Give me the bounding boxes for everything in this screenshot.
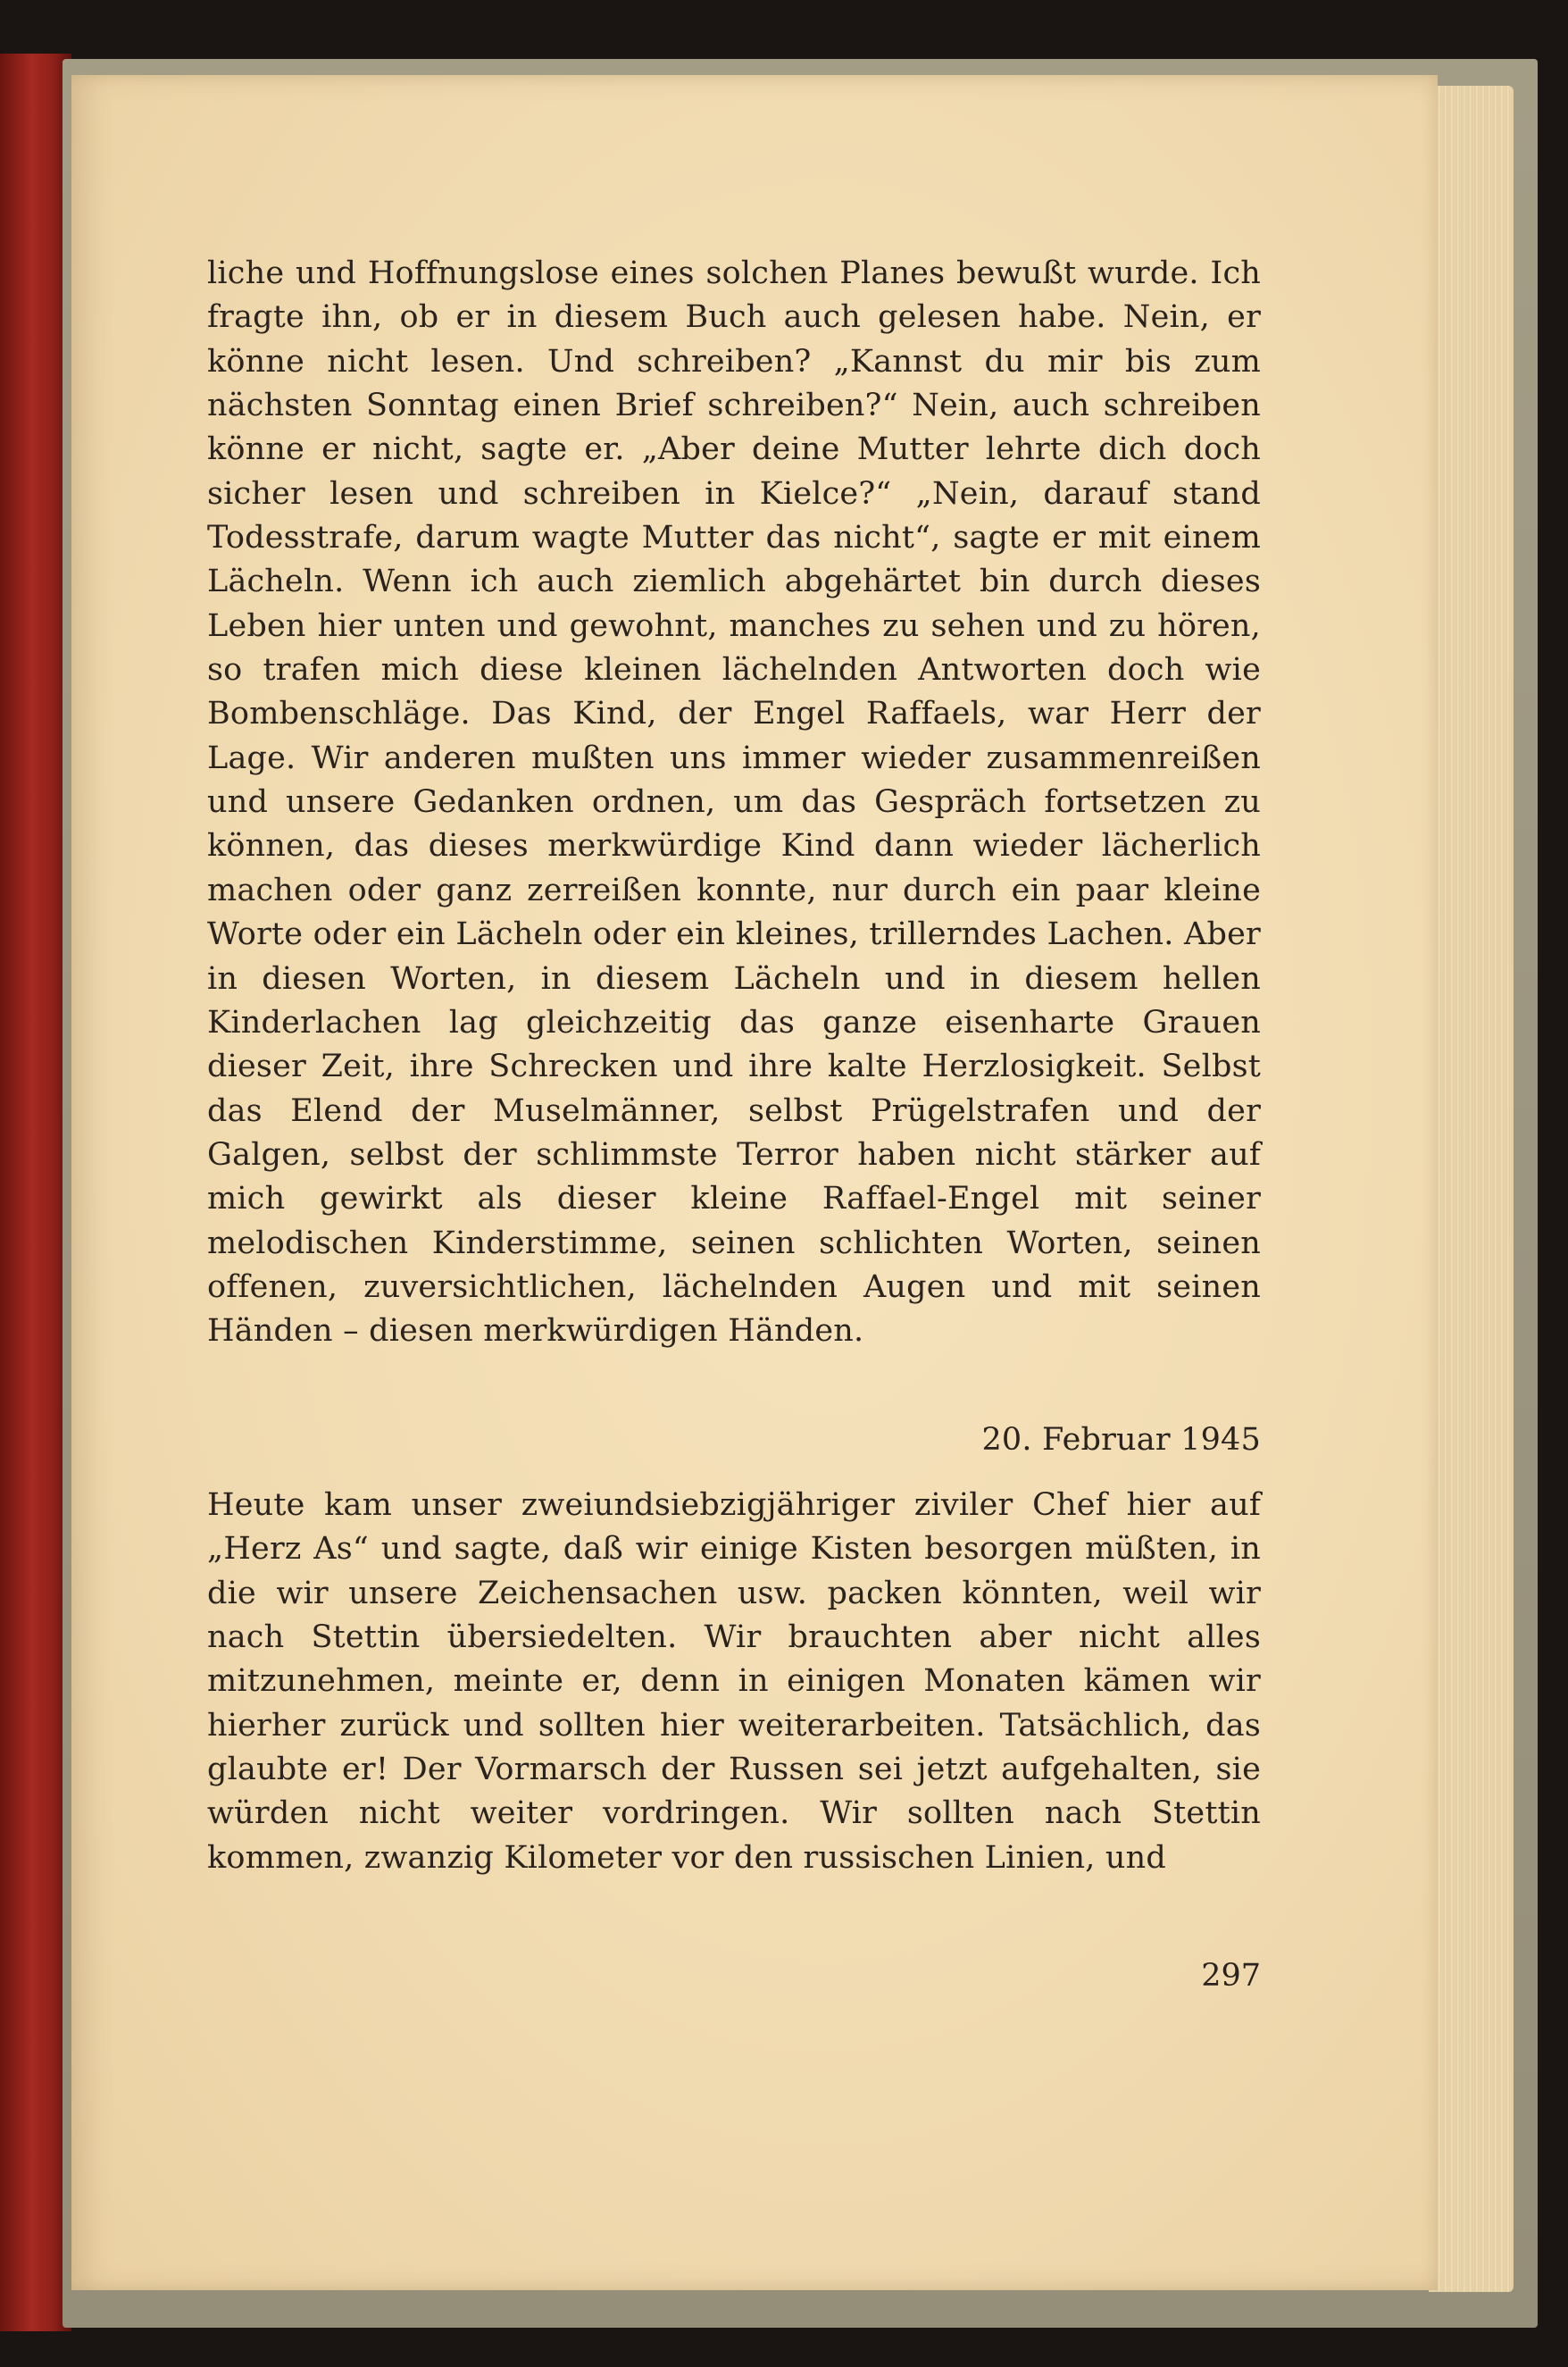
paragraph-new-entry: Heute kam unser zweiundsiebzigjähriger ziviler Chef hier auf „Herz As“ und sagte, daß wir einige Kisten besorgen müßten, in die wir unsere Zeichensachen usw. packen könnten, weil wir nach Stettin übersiedelten. Wir brauchten aber nicht alles mitzunehmen, meinte er, denn in einigen Monaten kämen wir hierher zurück und sollten hier weiterarbeiten. Tatsächlich, das glaubte er! Der Vormarsch der Russen sei jetzt aufgehalten, sie würden nicht weiter vordringen. Wir sollten nach Stettin kommen, zwanzig Kilometer vor den russischen Linien, und [207,1486,1261,1876]
book-page [71,75,1438,2290]
date-heading: 20. Februar 1945 [981,1421,1261,1458]
book-binding [0,54,71,2331]
paragraph-continued: liche und Hoffnungslose eines solchen Planes bewußt wurde. Ich fragte ihn, ob er in diesem Buch auch gelesen habe. Nein, er könne nicht lesen. Und schreiben? „Kannst du mir bis zum nächsten Sonntag einen Brief schreiben?“ Nein, auch schreiben könne er nicht, sagte er. „Aber deine Mutter lehrte dich doch sicher lesen und schreiben in Kielce?“ „Nein, darauf stand Todesstrafe, darum wagte Mutter das nicht“, sagte er mit einem Lächeln. Wenn ich auch ziemlich abgehärtet bin durch dieses Leben hier unten und gewohnt, manches zu sehen und zu hören, so trafen mich diese kleinen lächelnden Antworten doch wie Bombenschläge. Das Kind, der Engel Raffaels, war Herr der Lage. Wir anderen mußten uns immer wieder zusammenreißen und unsere Gedanken ordnen, um das Gespräch fortsetzen zu können, das dieses merkwürdige Kind dann wieder lächerlich machen oder ganz zerreißen konnte, nur durch ein paar kleine Worte oder ein Lächeln oder ein kleines, trillerndes Lachen. Aber in diesen Worten, in diesem Lächeln und in diesem hellen Kinderlachen lag gleichzeitig das ganze eisenharte Grauen dieser Zeit, ihre Schrecken und ihre kalte Herzlosigkeit. Selbst das Elend der Muselmänner, selbst Prügelstrafen und der Galgen, selbst der schlimmste Terror haben nicht stärker auf mich gewirkt als dieser kleine Raffael-Engel mit seiner melodischen Kinderstimme, seinen schlichten Worten, seinen offenen, zuversichtlichen, lächelnden Augen und mit seinen Händen – diesen merkwürdigen Händen. [207,255,1261,1350]
page-number: 297 [1201,1958,1261,1994]
page-edges [1429,86,1514,2292]
body-text [207,252,1261,1880]
